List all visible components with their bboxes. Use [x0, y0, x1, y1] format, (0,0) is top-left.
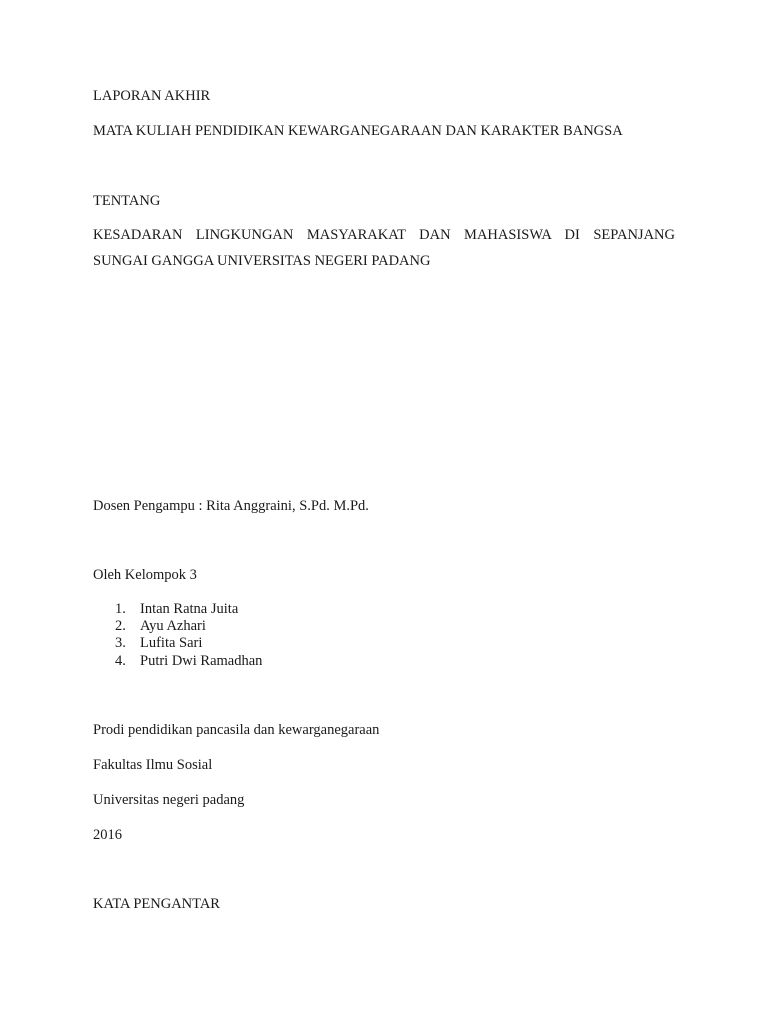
member-name: Putri Dwi Ramadhan — [140, 652, 263, 669]
list-item-number: 4. — [115, 652, 126, 669]
lecturer-line: Dosen Pengampu : Rita Anggraini, S.Pd. M.Pd. — [93, 498, 369, 514]
next-section-heading: KATA PENGANTAR — [93, 896, 220, 912]
faculty-line: Fakultas Ilmu Sosial — [93, 757, 213, 773]
list-item-number: 2. — [115, 618, 126, 635]
topic-title-line-1: KESADARAN LINGKUNGAN MASYARAKAT DAN MAHASISWA DI SEPANJANG — [93, 227, 675, 243]
university-line: Universitas negeri padang — [93, 792, 245, 808]
list-item-number: 1. — [115, 601, 126, 617]
report-heading: LAPORAN AKHIR — [93, 88, 211, 104]
program-line: Prodi pendidikan pancasila dan kewarganegaraan — [93, 722, 380, 738]
about-label: TENTANG — [93, 193, 161, 209]
member-name: Ayu Azhari — [140, 618, 206, 635]
course-title: MATA KULIAH PENDIDIKAN KEWARGANEGARAAN DAN KARAKTER BANGSA — [93, 123, 623, 139]
topic-title — [93, 222, 675, 274]
group-label: Oleh Kelompok 3 — [93, 567, 197, 583]
year-line: 2016 — [93, 827, 122, 843]
member-name: Lufita Sari — [140, 635, 203, 652]
list-item-number: 3. — [115, 635, 126, 652]
topic-title-line-2: SUNGAI GANGGA UNIVERSITAS NEGERI PADANG — [93, 253, 431, 269]
member-name: Intan Ratna Juita — [140, 601, 239, 617]
